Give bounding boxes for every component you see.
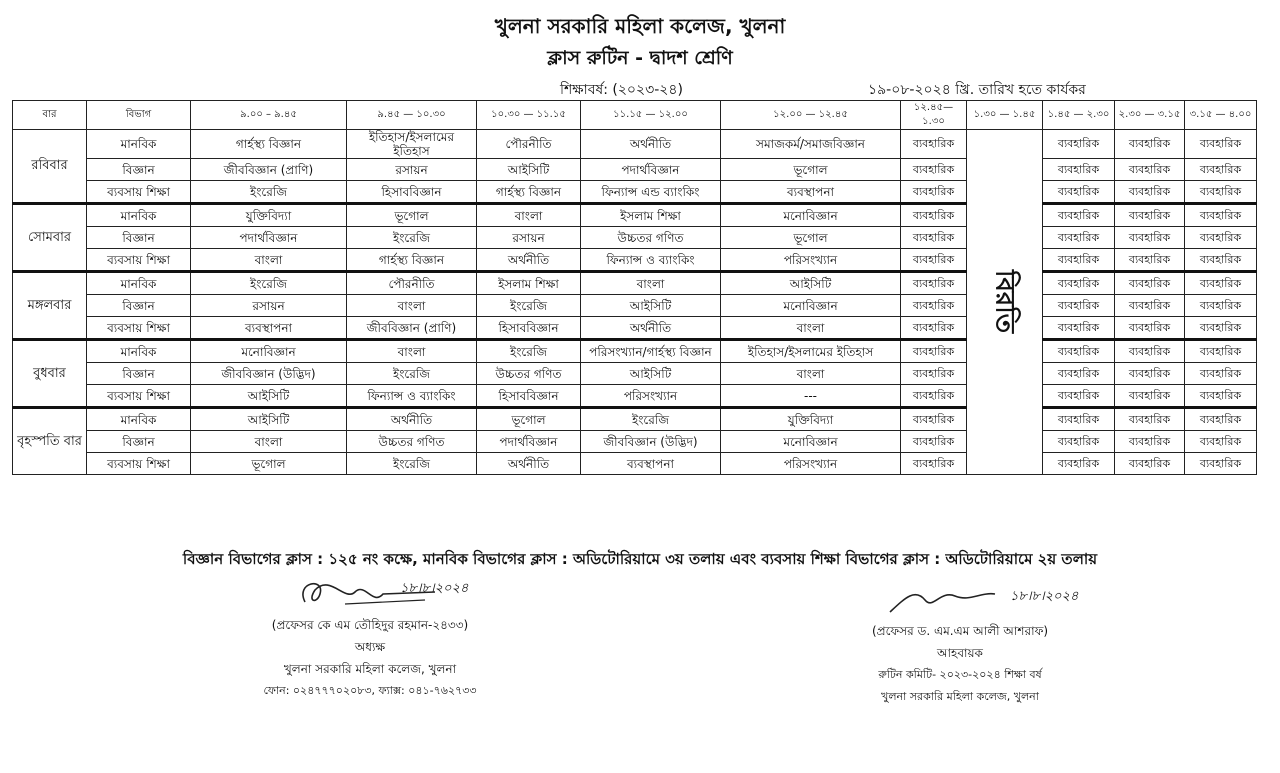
subject-cell: গার্হস্থ্য বিজ্ঞান: [191, 130, 347, 159]
practical-cell: ব্যবহারিক: [1185, 249, 1257, 272]
practical-cell: ব্যবহারিক: [1115, 340, 1185, 363]
subject-cell: আইসিটি: [191, 385, 347, 408]
routine-table: [12, 100, 1257, 475]
practical-cell: ব্যবহারিক: [1115, 204, 1185, 227]
time-slot-header: ১.৩০ — ১.৪৫: [967, 101, 1043, 130]
routine-title: ক্লাস রুটিন - দ্বাদশ শ্রেণি: [547, 47, 733, 69]
practical-cell: ব্যবহারিক: [901, 363, 967, 385]
principal-signature: [200, 572, 540, 614]
practical-cell: ব্যবহারিক: [1115, 272, 1185, 295]
time-slot-header: ৯.০০ – ৯.৪৫: [191, 101, 347, 130]
department-cell: মানবিক: [87, 272, 191, 295]
practical-cell: ব্যবহারিক: [1115, 130, 1185, 159]
subject-cell: আইসিটি: [581, 363, 721, 385]
day-cell: মঙ্গলবার: [13, 272, 87, 340]
subject-cell: হিসাববিজ্ঞান: [347, 181, 477, 204]
subject-cell: ব্যবস্থাপনা: [581, 453, 721, 475]
department-cell: বিজ্ঞান: [87, 363, 191, 385]
table-row: [13, 317, 1257, 340]
table-row: [13, 295, 1257, 317]
practical-cell: ব্যবহারিক: [901, 181, 967, 204]
table-row: [13, 408, 1257, 431]
subject-cell: ভূগোল: [721, 227, 901, 249]
convener-signature-block: [820, 578, 1100, 708]
day-cell: রবিবার: [13, 130, 87, 204]
subject-cell: বাংলা: [721, 363, 901, 385]
practical-cell: ব্যবহারিক: [1043, 159, 1115, 181]
day-cell: বুধবার: [13, 340, 87, 408]
subject-cell: মনোবিজ্ঞান: [191, 340, 347, 363]
subject-cell: বাংলা: [477, 204, 581, 227]
practical-cell: ব্যবহারিক: [901, 340, 967, 363]
practical-cell: ব্যবহারিক: [1043, 249, 1115, 272]
college-title: খুলনা সরকারি মহিলা কলেজ, খুলনা: [494, 14, 786, 38]
subject-cell: সমাজকর্ম/সমাজবিজ্ঞান: [721, 130, 901, 159]
practical-cell: ব্যবহারিক: [1043, 227, 1115, 249]
practical-cell: ব্যবহারিক: [901, 204, 967, 227]
subject-cell: ---: [721, 385, 901, 408]
practical-cell: ব্যবহারিক: [1185, 408, 1257, 431]
time-slot-header: ২.৩০ — ৩.১৫: [1115, 101, 1185, 130]
practical-cell: ব্যবহারিক: [1115, 227, 1185, 249]
subject-cell: বাংলা: [191, 431, 347, 453]
practical-cell: ব্যবহারিক: [1185, 431, 1257, 453]
department-cell: বিজ্ঞান: [87, 295, 191, 317]
practical-cell: ব্যবহারিক: [1115, 295, 1185, 317]
department-cell: ব্যবসায় শিক্ষা: [87, 385, 191, 408]
recess-label: বিরতি: [989, 270, 1020, 334]
subject-cell: অর্থনীতি: [581, 130, 721, 159]
subject-cell: ব্যবস্থাপনা: [191, 317, 347, 340]
subject-cell: ইংরেজি: [581, 408, 721, 431]
principal-name: (প্রফেসর কে এম তৌহিদুর রহমান-২৪৩৩): [271, 618, 469, 632]
practical-cell: ব্যবহারিক: [1185, 453, 1257, 475]
subject-cell: মনোবিজ্ঞান: [721, 204, 901, 227]
subject-cell: গার্হস্থ্য বিজ্ঞান: [347, 249, 477, 272]
convener-signature: [820, 578, 1100, 620]
subject-cell: পরিসংখ্যান/গার্হস্থ্য বিজ্ঞান: [581, 340, 721, 363]
practical-cell: ব্যবহারিক: [1043, 317, 1115, 340]
convener-title: আহবায়ক: [937, 646, 983, 660]
practical-cell: ব্যবহারিক: [901, 408, 967, 431]
subject-cell: আইসিটি: [191, 408, 347, 431]
subject-cell: যুক্তিবিদ্যা: [191, 204, 347, 227]
subject-cell: অর্থনীতি: [581, 317, 721, 340]
department-cell: মানবিক: [87, 340, 191, 363]
convener-name: (প্রফেসর ড. এম.এম আলী আশরাফ): [871, 624, 1049, 638]
practical-cell: ব্যবহারিক: [1043, 204, 1115, 227]
department-cell: ব্যবসায় শিক্ষা: [87, 317, 191, 340]
subject-cell: জীববিজ্ঞান (উদ্ভিদ): [581, 431, 721, 453]
principal-institution: খুলনা সরকারি মহিলা কলেজ, খুলনা: [283, 662, 457, 676]
practical-cell: ব্যবহারিক: [1115, 159, 1185, 181]
practical-cell: ব্যবহারিক: [1043, 181, 1115, 204]
session-year: শিক্ষাবর্ষ: (২০২৩-২৪): [560, 82, 683, 98]
subject-cell: রসায়ন: [347, 159, 477, 181]
department-cell: মানবিক: [87, 204, 191, 227]
subject-cell: ইংরেজি: [477, 295, 581, 317]
subject-cell: উচ্চতর গণিত: [477, 363, 581, 385]
subject-cell: পরিসংখ্যান: [721, 249, 901, 272]
practical-cell: ব্যবহারিক: [1185, 385, 1257, 408]
practical-cell: ব্যবহারিক: [901, 249, 967, 272]
practical-cell: ব্যবহারিক: [901, 431, 967, 453]
table-row: [13, 340, 1257, 363]
practical-cell: ব্যবহারিক: [1043, 453, 1115, 475]
subject-cell: ফিন্যান্স ও ব্যাংকিং: [581, 249, 721, 272]
convener-signature-date: ১৮।৮।২০২৪: [1010, 589, 1079, 604]
table-row: [13, 363, 1257, 385]
table-row: [13, 204, 1257, 227]
department-cell: মানবিক: [87, 130, 191, 159]
table-row: [13, 159, 1257, 181]
subject-cell: ইতিহাস/ইসলামের ইতিহাস: [721, 340, 901, 363]
subject-cell: ভূগোল: [477, 408, 581, 431]
subject-cell: ব্যবস্থাপনা: [721, 181, 901, 204]
practical-cell: ব্যবহারিক: [1043, 363, 1115, 385]
day-cell: সোমবার: [13, 204, 87, 272]
subject-cell: আইসিটি: [477, 159, 581, 181]
day-cell: বৃহস্পতি বার: [13, 408, 87, 475]
principal-signature-block: [200, 572, 540, 702]
practical-cell: ব্যবহারিক: [901, 317, 967, 340]
subject-cell: পদার্থবিজ্ঞান: [477, 431, 581, 453]
subject-cell: বাংলা: [347, 295, 477, 317]
department-cell: বিজ্ঞান: [87, 227, 191, 249]
department-cell: বিজ্ঞান: [87, 431, 191, 453]
table-row: [13, 249, 1257, 272]
practical-cell: ব্যবহারিক: [1043, 385, 1115, 408]
subject-cell: রসায়ন: [191, 295, 347, 317]
practical-cell: ব্যবহারিক: [1043, 340, 1115, 363]
department-cell: ব্যবসায় শিক্ষা: [87, 181, 191, 204]
practical-cell: ব্যবহারিক: [1185, 272, 1257, 295]
convener-institution: খুলনা সরকারি মহিলা কলেজ, খুলনা: [881, 690, 1039, 703]
practical-cell: ব্যবহারিক: [1115, 431, 1185, 453]
subject-cell: অর্থনীতি: [477, 453, 581, 475]
subject-cell: ইংরেজি: [477, 340, 581, 363]
classroom-note: বিজ্ঞান বিভাগের ক্লাস : ১২৫ নং কক্ষে, মানবিক বিভাগের ক্লাস : অডিটোরিয়ামে ৩য় তলায় এবং ব্যবসায় শিক্ষা বিভাগের ক্লাস : অডিটোরিয়ামে ২য় তলায়: [182, 550, 1098, 568]
subject-cell: উচ্চতর গণিত: [581, 227, 721, 249]
subject-cell: ইংরেজি: [347, 363, 477, 385]
subject-cell: অর্থনীতি: [477, 249, 581, 272]
day-column-header: বার: [13, 101, 87, 130]
department-cell: ব্যবসায় শিক্ষা: [87, 453, 191, 475]
practical-cell: ব্যবহারিক: [1043, 431, 1115, 453]
subject-cell: জীববিজ্ঞান (প্রাণি): [347, 317, 477, 340]
practical-cell: ব্যবহারিক: [1185, 181, 1257, 204]
subject-cell: ইসলাম শিক্ষা: [581, 204, 721, 227]
subject-cell: হিসাববিজ্ঞান: [477, 317, 581, 340]
practical-cell: ব্যবহারিক: [1185, 295, 1257, 317]
table-row: [13, 453, 1257, 475]
subject-cell: বাংলা: [581, 272, 721, 295]
subject-cell: রসায়ন: [477, 227, 581, 249]
subject-cell: মনোবিজ্ঞান: [721, 295, 901, 317]
time-slot-header: ৩.১৫ — ৪.০০: [1185, 101, 1257, 130]
practical-cell: ব্যবহারিক: [1185, 130, 1257, 159]
subject-cell: বাংলা: [721, 317, 901, 340]
subject-cell: ইংরেজি: [347, 453, 477, 475]
subject-cell: পৌরনীতি: [347, 272, 477, 295]
table-row: [13, 385, 1257, 408]
department-cell: বিজ্ঞান: [87, 159, 191, 181]
subject-cell: ভূগোল: [721, 159, 901, 181]
subject-cell: পরিসংখ্যান: [721, 453, 901, 475]
time-slot-header: ১১.১৫ — ১২.০০: [581, 101, 721, 130]
practical-cell: ব্যবহারিক: [1043, 295, 1115, 317]
recess-cell: [967, 130, 1043, 475]
subject-cell: ইংরেজি: [191, 181, 347, 204]
time-slot-header: ১.৪৫ — ২.৩০: [1043, 101, 1115, 130]
subject-cell: পদার্থবিজ্ঞান: [581, 159, 721, 181]
subject-cell: পৌরনীতি: [477, 130, 581, 159]
practical-cell: ব্যবহারিক: [901, 385, 967, 408]
practical-cell: ব্যবহারিক: [1185, 363, 1257, 385]
subject-cell: বাংলা: [347, 340, 477, 363]
principal-title: অধ্যক্ষ: [354, 640, 386, 654]
subject-cell: জীববিজ্ঞান (প্রাণি): [191, 159, 347, 181]
practical-cell: ব্যবহারিক: [901, 295, 967, 317]
subject-cell: পরিসংখ্যান: [581, 385, 721, 408]
practical-cell: ব্যবহারিক: [901, 453, 967, 475]
subject-cell: অর্থনীতি: [347, 408, 477, 431]
practical-cell: ব্যবহারিক: [901, 159, 967, 181]
table-row: [13, 181, 1257, 204]
practical-cell: ব্যবহারিক: [1043, 408, 1115, 431]
principal-contact: ফোন: ০২৪৭৭৭০২০৮৩, ফ্যাক্স: ০৪১-৭৬২৭৩৩: [263, 684, 477, 697]
practical-cell: ব্যবহারিক: [1185, 227, 1257, 249]
practical-cell: ব্যবহারিক: [1115, 453, 1185, 475]
time-slot-header: ১২.৪৫—১.৩০: [901, 101, 967, 130]
practical-cell: ব্যবহারিক: [1185, 340, 1257, 363]
subject-cell: বাংলা: [191, 249, 347, 272]
practical-cell: ব্যবহারিক: [1185, 317, 1257, 340]
table-row: [13, 272, 1257, 295]
practical-cell: ব্যবহারিক: [1115, 408, 1185, 431]
practical-cell: ব্যবহারিক: [1115, 385, 1185, 408]
time-slot-header: ১০.৩০ — ১১.১৫: [477, 101, 581, 130]
subject-cell: মনোবিজ্ঞান: [721, 431, 901, 453]
table-row: [13, 130, 1257, 159]
time-slot-header: ৯.৪৫ — ১০.৩০: [347, 101, 477, 130]
routine-body: [13, 130, 1257, 475]
routine-committee: রুটিন কমিটি- ২০২৩-২০২৪ শিক্ষা বর্ষ: [878, 668, 1042, 681]
department-cell: মানবিক: [87, 408, 191, 431]
time-slot-header: ১২.০০ — ১২.৪৫: [721, 101, 901, 130]
subject-cell: ভূগোল: [191, 453, 347, 475]
practical-cell: ব্যবহারিক: [901, 130, 967, 159]
dept-column-header: বিভাগ: [87, 101, 191, 130]
practical-cell: ব্যবহারিক: [1185, 159, 1257, 181]
practical-cell: ব্যবহারিক: [1185, 204, 1257, 227]
practical-cell: ব্যবহারিক: [1043, 272, 1115, 295]
practical-cell: ব্যবহারিক: [1043, 130, 1115, 159]
subject-cell: ইতিহাস/ইসলামের ইতিহাস: [347, 130, 477, 159]
subject-cell: ইংরেজি: [191, 272, 347, 295]
subject-cell: আইসিটি: [581, 295, 721, 317]
practical-cell: ব্যবহারিক: [1115, 249, 1185, 272]
subject-cell: ফিন্যান্স ও ব্যাংকিং: [347, 385, 477, 408]
table-row: [13, 227, 1257, 249]
principal-signature-date: ১৮।৮।২০২৪: [400, 581, 469, 596]
practical-cell: ব্যবহারিক: [901, 227, 967, 249]
practical-cell: ব্যবহারিক: [1115, 181, 1185, 204]
table-row: [13, 431, 1257, 453]
subject-cell: পদার্থবিজ্ঞান: [191, 227, 347, 249]
subject-cell: হিসাববিজ্ঞান: [477, 385, 581, 408]
subject-cell: আইসিটি: [721, 272, 901, 295]
practical-cell: ব্যবহারিক: [901, 272, 967, 295]
subject-cell: ইংরেজি: [347, 227, 477, 249]
header-row: [13, 101, 1257, 130]
practical-cell: ব্যবহারিক: [1115, 317, 1185, 340]
subject-cell: জীববিজ্ঞান (উদ্ভিদ): [191, 363, 347, 385]
subject-cell: উচ্চতর গণিত: [347, 431, 477, 453]
subject-cell: ফিন্যান্স এন্ড ব্যাংকিং: [581, 181, 721, 204]
subject-cell: ভূগোল: [347, 204, 477, 227]
department-cell: ব্যবসায় শিক্ষা: [87, 249, 191, 272]
subject-cell: গার্হস্থ্য বিজ্ঞান: [477, 181, 581, 204]
subject-cell: ইসলাম শিক্ষা: [477, 272, 581, 295]
effective-date: ১৯-০৮-২০২৪ খ্রি. তারিখ হতে কার্যকর: [868, 82, 1086, 98]
practical-cell: ব্যবহারিক: [1115, 363, 1185, 385]
subject-cell: যুক্তিবিদ্যা: [721, 408, 901, 431]
